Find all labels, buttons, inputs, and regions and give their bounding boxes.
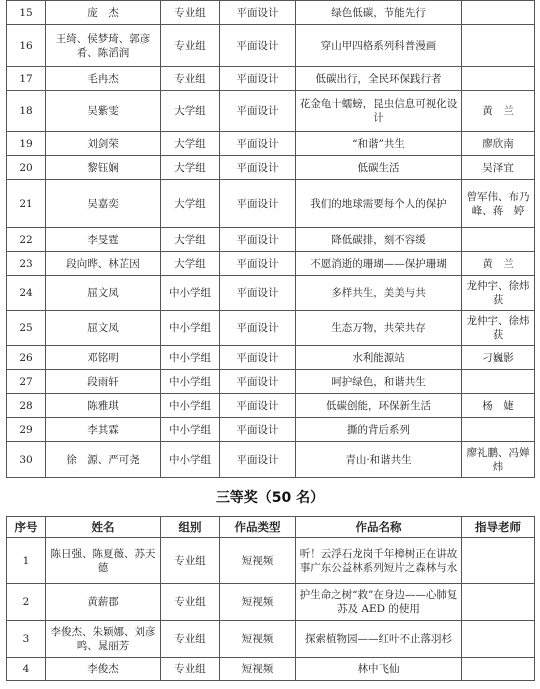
cell-name: 徐 源、严可尧 bbox=[46, 442, 161, 478]
cell-no: 17 bbox=[7, 67, 46, 91]
cell-group: 大学组 bbox=[161, 132, 220, 156]
cell-type: 短视频 bbox=[220, 538, 296, 584]
table-row bbox=[7, 311, 535, 346]
cell-no: 4 bbox=[7, 658, 46, 681]
table-row bbox=[7, 346, 535, 370]
cell-title: 撕的背后系列 bbox=[296, 418, 462, 442]
table-row bbox=[7, 156, 535, 180]
cell-teacher bbox=[462, 621, 535, 658]
cell-teacher bbox=[462, 370, 535, 394]
header-name: 姓名 bbox=[46, 517, 161, 538]
cell-teacher bbox=[462, 658, 535, 681]
cell-name: 段向晔、林芷因 bbox=[46, 252, 161, 276]
cell-group: 大学组 bbox=[161, 228, 220, 252]
cell-name: 刘剑荣 bbox=[46, 132, 161, 156]
cell-group: 大学组 bbox=[161, 180, 220, 228]
cell-teacher: 龙仲宇、徐炜获 bbox=[462, 311, 535, 346]
cell-group: 中小学组 bbox=[161, 442, 220, 478]
cell-group: 中小学组 bbox=[161, 346, 220, 370]
cell-title: 青山·和谐共生 bbox=[296, 442, 462, 478]
cell-title: 花金龟十蠕螃，昆虫信息可视化设计 bbox=[296, 91, 462, 132]
table-row bbox=[7, 228, 535, 252]
cell-no: 25 bbox=[7, 311, 46, 346]
cell-teacher: 廖礼鹏、冯婵炜 bbox=[462, 442, 535, 478]
cell-title: 呵护绿色，和谐共生 bbox=[296, 370, 462, 394]
cell-group: 专业组 bbox=[161, 1, 220, 25]
cell-no: 23 bbox=[7, 252, 46, 276]
cell-title: 听！云浮石龙岗千年樟树正在讲故事广东公益林系列短片之森林与水 bbox=[296, 538, 462, 584]
cell-no: 30 bbox=[7, 442, 46, 478]
table-header-row bbox=[7, 517, 535, 538]
section-title-third-prize: 三等奖（50 名） bbox=[215, 490, 325, 506]
cell-type: 短视频 bbox=[220, 621, 296, 658]
cell-name: 邓铭明 bbox=[46, 346, 161, 370]
table-row bbox=[7, 252, 535, 276]
cell-type: 平面设计 bbox=[220, 252, 296, 276]
cell-group: 大学组 bbox=[161, 91, 220, 132]
cell-no: 18 bbox=[7, 91, 46, 132]
cell-title: 水利能源站 bbox=[296, 346, 462, 370]
cell-group: 大学组 bbox=[161, 252, 220, 276]
table-row bbox=[7, 658, 535, 681]
cell-title: 林中飞仙 bbox=[296, 658, 462, 681]
cell-no: 28 bbox=[7, 394, 46, 418]
cell-group: 专业组 bbox=[161, 584, 220, 621]
cell-group: 中小学组 bbox=[161, 394, 220, 418]
cell-teacher bbox=[462, 1, 535, 25]
cell-title: 我们的地球需要每个人的保护 bbox=[296, 180, 462, 228]
cell-group: 专业组 bbox=[161, 538, 220, 584]
header-title: 作品名称 bbox=[296, 517, 462, 538]
cell-title: 探索植物园——红叶不止落羽杉 bbox=[296, 621, 462, 658]
cell-name: 段雨轩 bbox=[46, 370, 161, 394]
cell-teacher: 黄 兰 bbox=[462, 252, 535, 276]
cell-teacher bbox=[462, 25, 535, 67]
cell-name: 庞 杰 bbox=[46, 1, 161, 25]
cell-type: 平面设计 bbox=[220, 25, 296, 67]
header-no: 序号 bbox=[7, 517, 46, 538]
cell-group: 专业组 bbox=[161, 67, 220, 91]
cell-teacher: 黄 兰 bbox=[462, 91, 535, 132]
cell-no: 22 bbox=[7, 228, 46, 252]
cell-type: 平面设计 bbox=[220, 91, 296, 132]
cell-teacher bbox=[462, 418, 535, 442]
cell-no: 29 bbox=[7, 418, 46, 442]
cell-type: 短视频 bbox=[220, 584, 296, 621]
cell-name: 黄薪郡 bbox=[46, 584, 161, 621]
cell-teacher bbox=[462, 538, 535, 584]
cell-teacher bbox=[462, 228, 535, 252]
cell-type: 平面设计 bbox=[220, 67, 296, 91]
table-row bbox=[7, 276, 535, 311]
table-row bbox=[7, 621, 535, 658]
cell-type: 短视频 bbox=[220, 658, 296, 681]
cell-title: “和谐”共生 bbox=[296, 132, 462, 156]
cell-no: 24 bbox=[7, 276, 46, 311]
cell-teacher: 廖欣南 bbox=[462, 132, 535, 156]
cell-name: 黎钰娴 bbox=[46, 156, 161, 180]
cell-name: 屈文凤 bbox=[46, 276, 161, 311]
cell-group: 中小学组 bbox=[161, 418, 220, 442]
cell-name: 毛冉杰 bbox=[46, 67, 161, 91]
cell-name: 李俊杰 bbox=[46, 658, 161, 681]
cell-no: 19 bbox=[7, 132, 46, 156]
cell-name: 吴嘉奕 bbox=[46, 180, 161, 228]
cell-type: 平面设计 bbox=[220, 311, 296, 346]
table-row bbox=[7, 132, 535, 156]
cell-group: 专业组 bbox=[161, 621, 220, 658]
cell-type: 平面设计 bbox=[220, 442, 296, 478]
cell-type: 平面设计 bbox=[220, 418, 296, 442]
cell-no: 15 bbox=[7, 1, 46, 25]
cell-type: 平面设计 bbox=[220, 1, 296, 25]
cell-name: 吴紫雯 bbox=[46, 91, 161, 132]
cell-type: 平面设计 bbox=[220, 132, 296, 156]
cell-title: 低碳创能，环保新生活 bbox=[296, 394, 462, 418]
cell-title: 穿山甲四格系列科普漫画 bbox=[296, 25, 462, 67]
cell-type: 平面设计 bbox=[220, 228, 296, 252]
cell-type: 平面设计 bbox=[220, 180, 296, 228]
table-row bbox=[7, 442, 535, 478]
third-prize-table bbox=[6, 516, 535, 681]
award-table-continued bbox=[6, 0, 535, 478]
cell-name: 屈文凤 bbox=[46, 311, 161, 346]
cell-name: 陈日强、陈夏薇、苏天德 bbox=[46, 538, 161, 584]
cell-title: 降低碳排，刻不容缓 bbox=[296, 228, 462, 252]
cell-no: 2 bbox=[7, 584, 46, 621]
cell-type: 平面设计 bbox=[220, 156, 296, 180]
cell-no: 16 bbox=[7, 25, 46, 67]
cell-title: 不愿消逝的珊瑚——保护珊瑚 bbox=[296, 252, 462, 276]
cell-group: 大学组 bbox=[161, 156, 220, 180]
cell-teacher: 杨 婕 bbox=[462, 394, 535, 418]
cell-group: 中小学组 bbox=[161, 370, 220, 394]
cell-teacher: 刁巍影 bbox=[462, 346, 535, 370]
cell-title: 护生命之树“救”在身边——心肺复苏及 AED 的使用 bbox=[296, 584, 462, 621]
cell-teacher: 龙仲宇、徐炜获 bbox=[462, 276, 535, 311]
cell-group: 中小学组 bbox=[161, 276, 220, 311]
cell-group: 专业组 bbox=[161, 658, 220, 681]
cell-no: 26 bbox=[7, 346, 46, 370]
cell-no: 3 bbox=[7, 621, 46, 658]
table-row bbox=[7, 584, 535, 621]
cell-type: 平面设计 bbox=[220, 346, 296, 370]
table-row bbox=[7, 538, 535, 584]
cell-name: 王绮、侯梦琦、郭彦肴、陈滔润 bbox=[46, 25, 161, 67]
cell-type: 平面设计 bbox=[220, 394, 296, 418]
cell-name: 李其霖 bbox=[46, 418, 161, 442]
cell-name: 李俊杰、朱颖娜、刘彦鸣、晁丽芳 bbox=[46, 621, 161, 658]
table-row bbox=[7, 394, 535, 418]
cell-name: 李旻霆 bbox=[46, 228, 161, 252]
cell-no: 21 bbox=[7, 180, 46, 228]
table-row bbox=[7, 1, 535, 25]
table-row bbox=[7, 91, 535, 132]
cell-teacher: 曾军伟、布乃峰、蒋 婷 bbox=[462, 180, 535, 228]
cell-no: 20 bbox=[7, 156, 46, 180]
header-group: 组别 bbox=[161, 517, 220, 538]
cell-group: 专业组 bbox=[161, 25, 220, 67]
cell-title: 低碳生活 bbox=[296, 156, 462, 180]
cell-teacher bbox=[462, 584, 535, 621]
table-row bbox=[7, 25, 535, 67]
table-row bbox=[7, 180, 535, 228]
cell-title: 生态万物，共荣共存 bbox=[296, 311, 462, 346]
cell-title: 多样共生，美美与共 bbox=[296, 276, 462, 311]
header-type: 作品类型 bbox=[220, 517, 296, 538]
cell-type: 平面设计 bbox=[220, 370, 296, 394]
cell-group: 中小学组 bbox=[161, 311, 220, 346]
cell-type: 平面设计 bbox=[220, 276, 296, 311]
header-teacher: 指导老师 bbox=[462, 517, 535, 538]
cell-title: 低碳出行，全民环保践行者 bbox=[296, 67, 462, 91]
cell-teacher bbox=[462, 67, 535, 91]
cell-no: 27 bbox=[7, 370, 46, 394]
cell-no: 1 bbox=[7, 538, 46, 584]
table-row bbox=[7, 67, 535, 91]
cell-title: 绿色低碳，节能先行 bbox=[296, 1, 462, 25]
cell-name: 陈雅琪 bbox=[46, 394, 161, 418]
table-row bbox=[7, 418, 535, 442]
cell-teacher: 吴泽宜 bbox=[462, 156, 535, 180]
table-row bbox=[7, 370, 535, 394]
